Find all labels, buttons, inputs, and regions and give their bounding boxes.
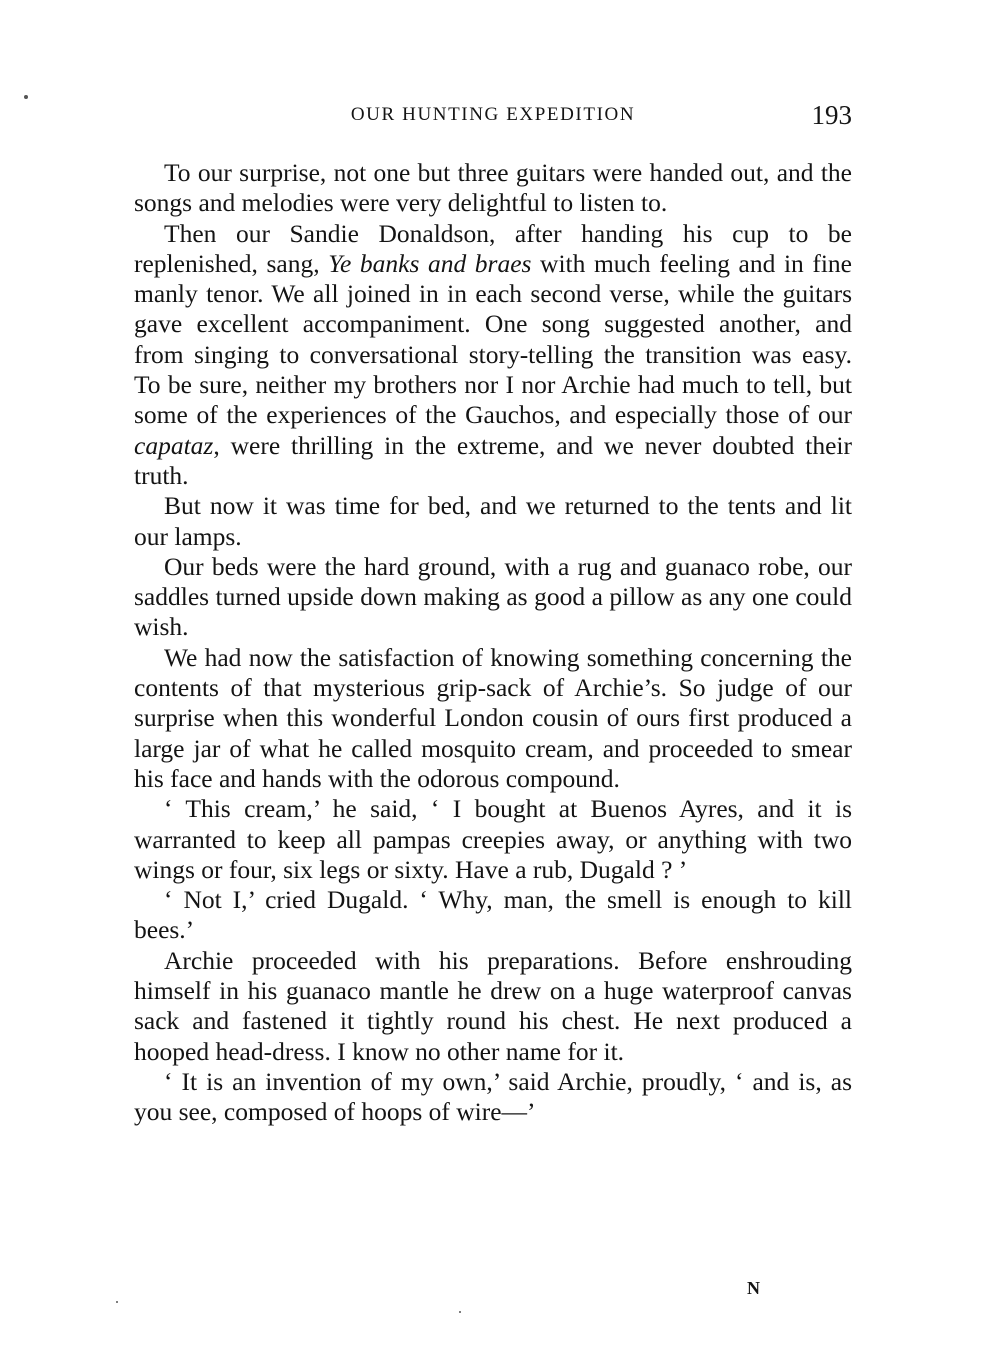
paragraph: [134, 885, 852, 946]
paragraph: [134, 946, 852, 1067]
text-run: Our beds were the hard ground, with a rug and guanaco robe, our saddles turned upside down making as good a pillow as any one could wish.: [134, 551, 852, 642]
scan-speck: [459, 1311, 461, 1313]
paragraph: [134, 158, 852, 219]
paragraph: [134, 491, 852, 552]
text-run: with much feeling and in fine manly tenor. We all joined in in each second verse, while the guitars gave excellent accompaniment. One song suggested another, and from singing to conversational story-telling the transition was easy. To be sure, neither my brothers nor I nor Archie had much to tell, but some of the experiences of the Gauchos, and especially those of our: [134, 248, 853, 430]
text-run: But now it was time for bed, and we returned to the tents and lit our lamps.: [134, 491, 852, 551]
text-run: Archie proceeded with his preparations. Before enshrouding himself in his guanaco mantle he drew on a huge waterproof canvas sack and fastened it tightly round his chest. He next produced a hooped head-dress. I know no other name for it.: [134, 945, 852, 1066]
page-header: [134, 100, 852, 134]
signature-mark: N: [747, 1278, 760, 1298]
text-run: ‘ It is an invention of my own,’ said Archie, proudly, ‘ and is, as you see, composed of hoops of wire—’: [134, 1066, 852, 1127]
text-run: ‘ This cream,’ he said, ‘ I bought at Buenos Ayres, and it is warranted to keep all pampas creepies away, or anything with two wings or four, six legs or sixty. Have a rub, Dugald ? ’: [134, 794, 852, 884]
text-run: , were thrilling in the extreme, and we never doubted their truth.: [134, 430, 852, 490]
body-text: [134, 158, 852, 1128]
italic-text: Ye banks and braes: [328, 248, 532, 278]
paragraph: [134, 643, 852, 794]
paragraph: [134, 1067, 852, 1128]
scan-speck: [24, 95, 28, 99]
running-title: OUR HUNTING EXPEDITION: [350, 104, 636, 125]
paragraph: [134, 794, 852, 885]
paragraph: [134, 552, 852, 643]
text-run: We had now the satisfaction of knowing something concerning the contents of that mysterious grip-sack of Archie’s. So judge of our surprise when this wonderful London cousin of ours first produced a large jar of what he called mosquito cream, and proceeded to smear his face and hands with the odorous compound.: [134, 642, 852, 793]
page-number: 193: [811, 100, 852, 130]
text-run: To our surprise, not one but three guitars were handed out, and the songs and melodies were very delightful to listen to.: [134, 158, 852, 218]
text-run: Then our Sandie Donaldson, after handing his cup to be replenished, sang,: [134, 218, 852, 278]
italic-text: capataz: [134, 430, 214, 460]
text-run: ‘ Not I,’ cried Dugald. ‘ Why, man, the smell is enough to kill bees.’: [134, 885, 852, 945]
scan-speck: [116, 1301, 118, 1303]
paragraph: [134, 219, 852, 492]
